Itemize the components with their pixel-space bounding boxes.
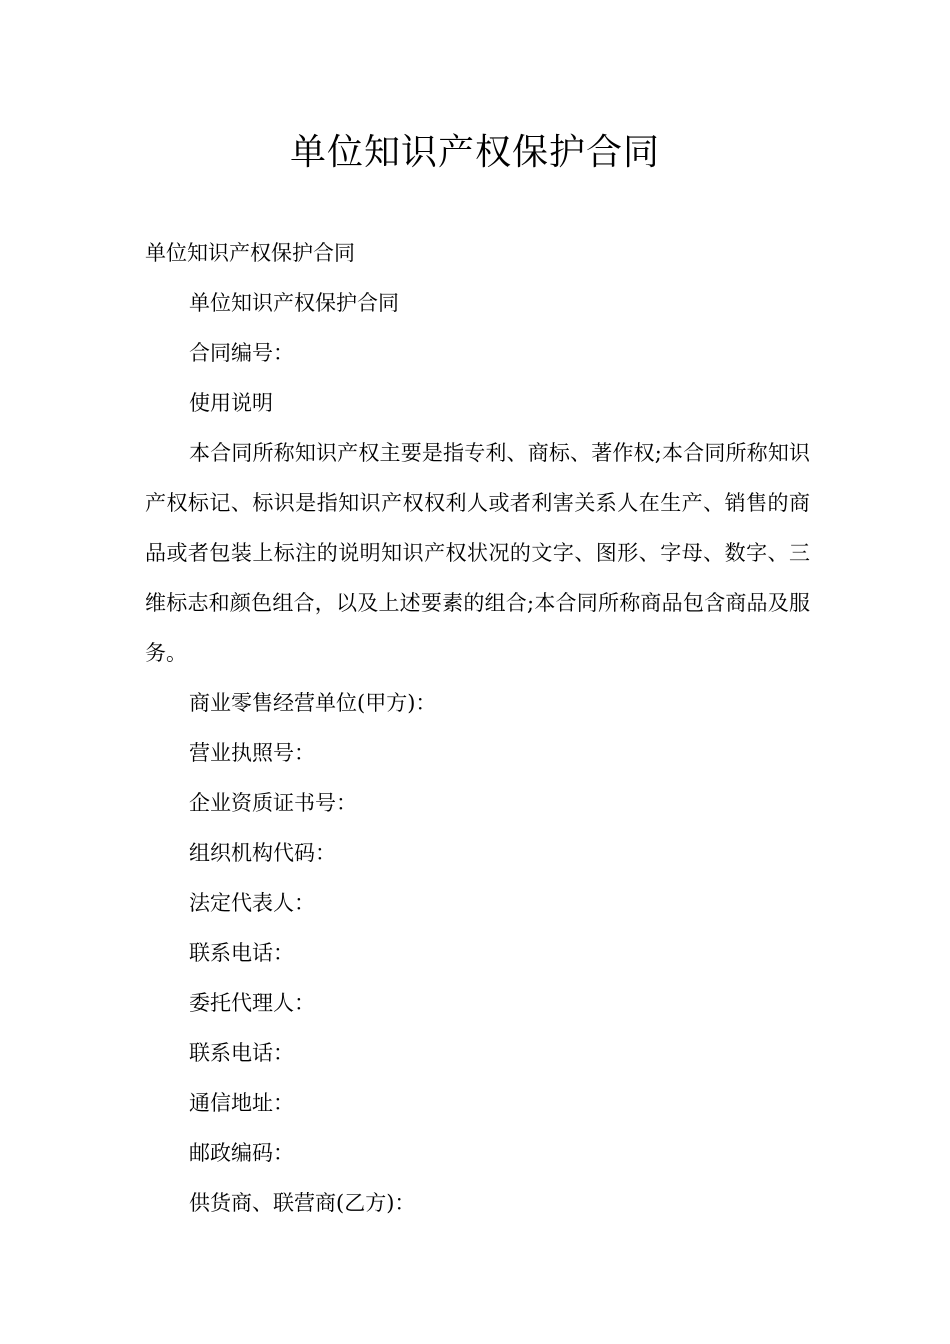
heading-line: 单位知识产权保护合同 — [145, 241, 355, 265]
usage-notes-heading: 使用说明 — [189, 391, 273, 415]
legal-representative-field: 法定代表人： — [189, 891, 315, 915]
qualification-cert-field: 企业资质证书号： — [189, 791, 357, 815]
mailing-address-field: 通信地址： — [189, 1091, 294, 1115]
party-b-field: 供货商、联营商(乙方)： — [189, 1191, 416, 1215]
organization-code-field: 组织机构代码： — [189, 841, 336, 865]
postal-code-field: 邮政编码： — [189, 1141, 294, 1165]
document-title: 单位知识产权保护合同 — [289, 132, 660, 173]
business-license-field: 营业执照号： — [189, 741, 315, 765]
usage-notes-paragraph: 本合同所称知识产权主要是指专利、商标、著作权;本合同所称知识产权标记、标识是指知识产权权利人或者利害关系人在生产、销售的商品或者包装上标注的说明知识产权状况的文字、图形、字母、数字、三维标志和颜色组合，以及上述要素的组合;本合同所称商品包含商品及服务。 — [145, 441, 810, 665]
party-a-field: 商业零售经营单位(甲方)： — [189, 691, 437, 715]
contract-number-field: 合同编号： — [189, 341, 294, 365]
document-body — [145, 228, 810, 1228]
contract-name-line: 单位知识产权保护合同 — [189, 291, 399, 315]
phone-field: 联系电话： — [189, 941, 294, 965]
agent-phone-field: 联系电话： — [189, 1041, 294, 1065]
authorized-agent-field: 委托代理人： — [189, 991, 315, 1015]
